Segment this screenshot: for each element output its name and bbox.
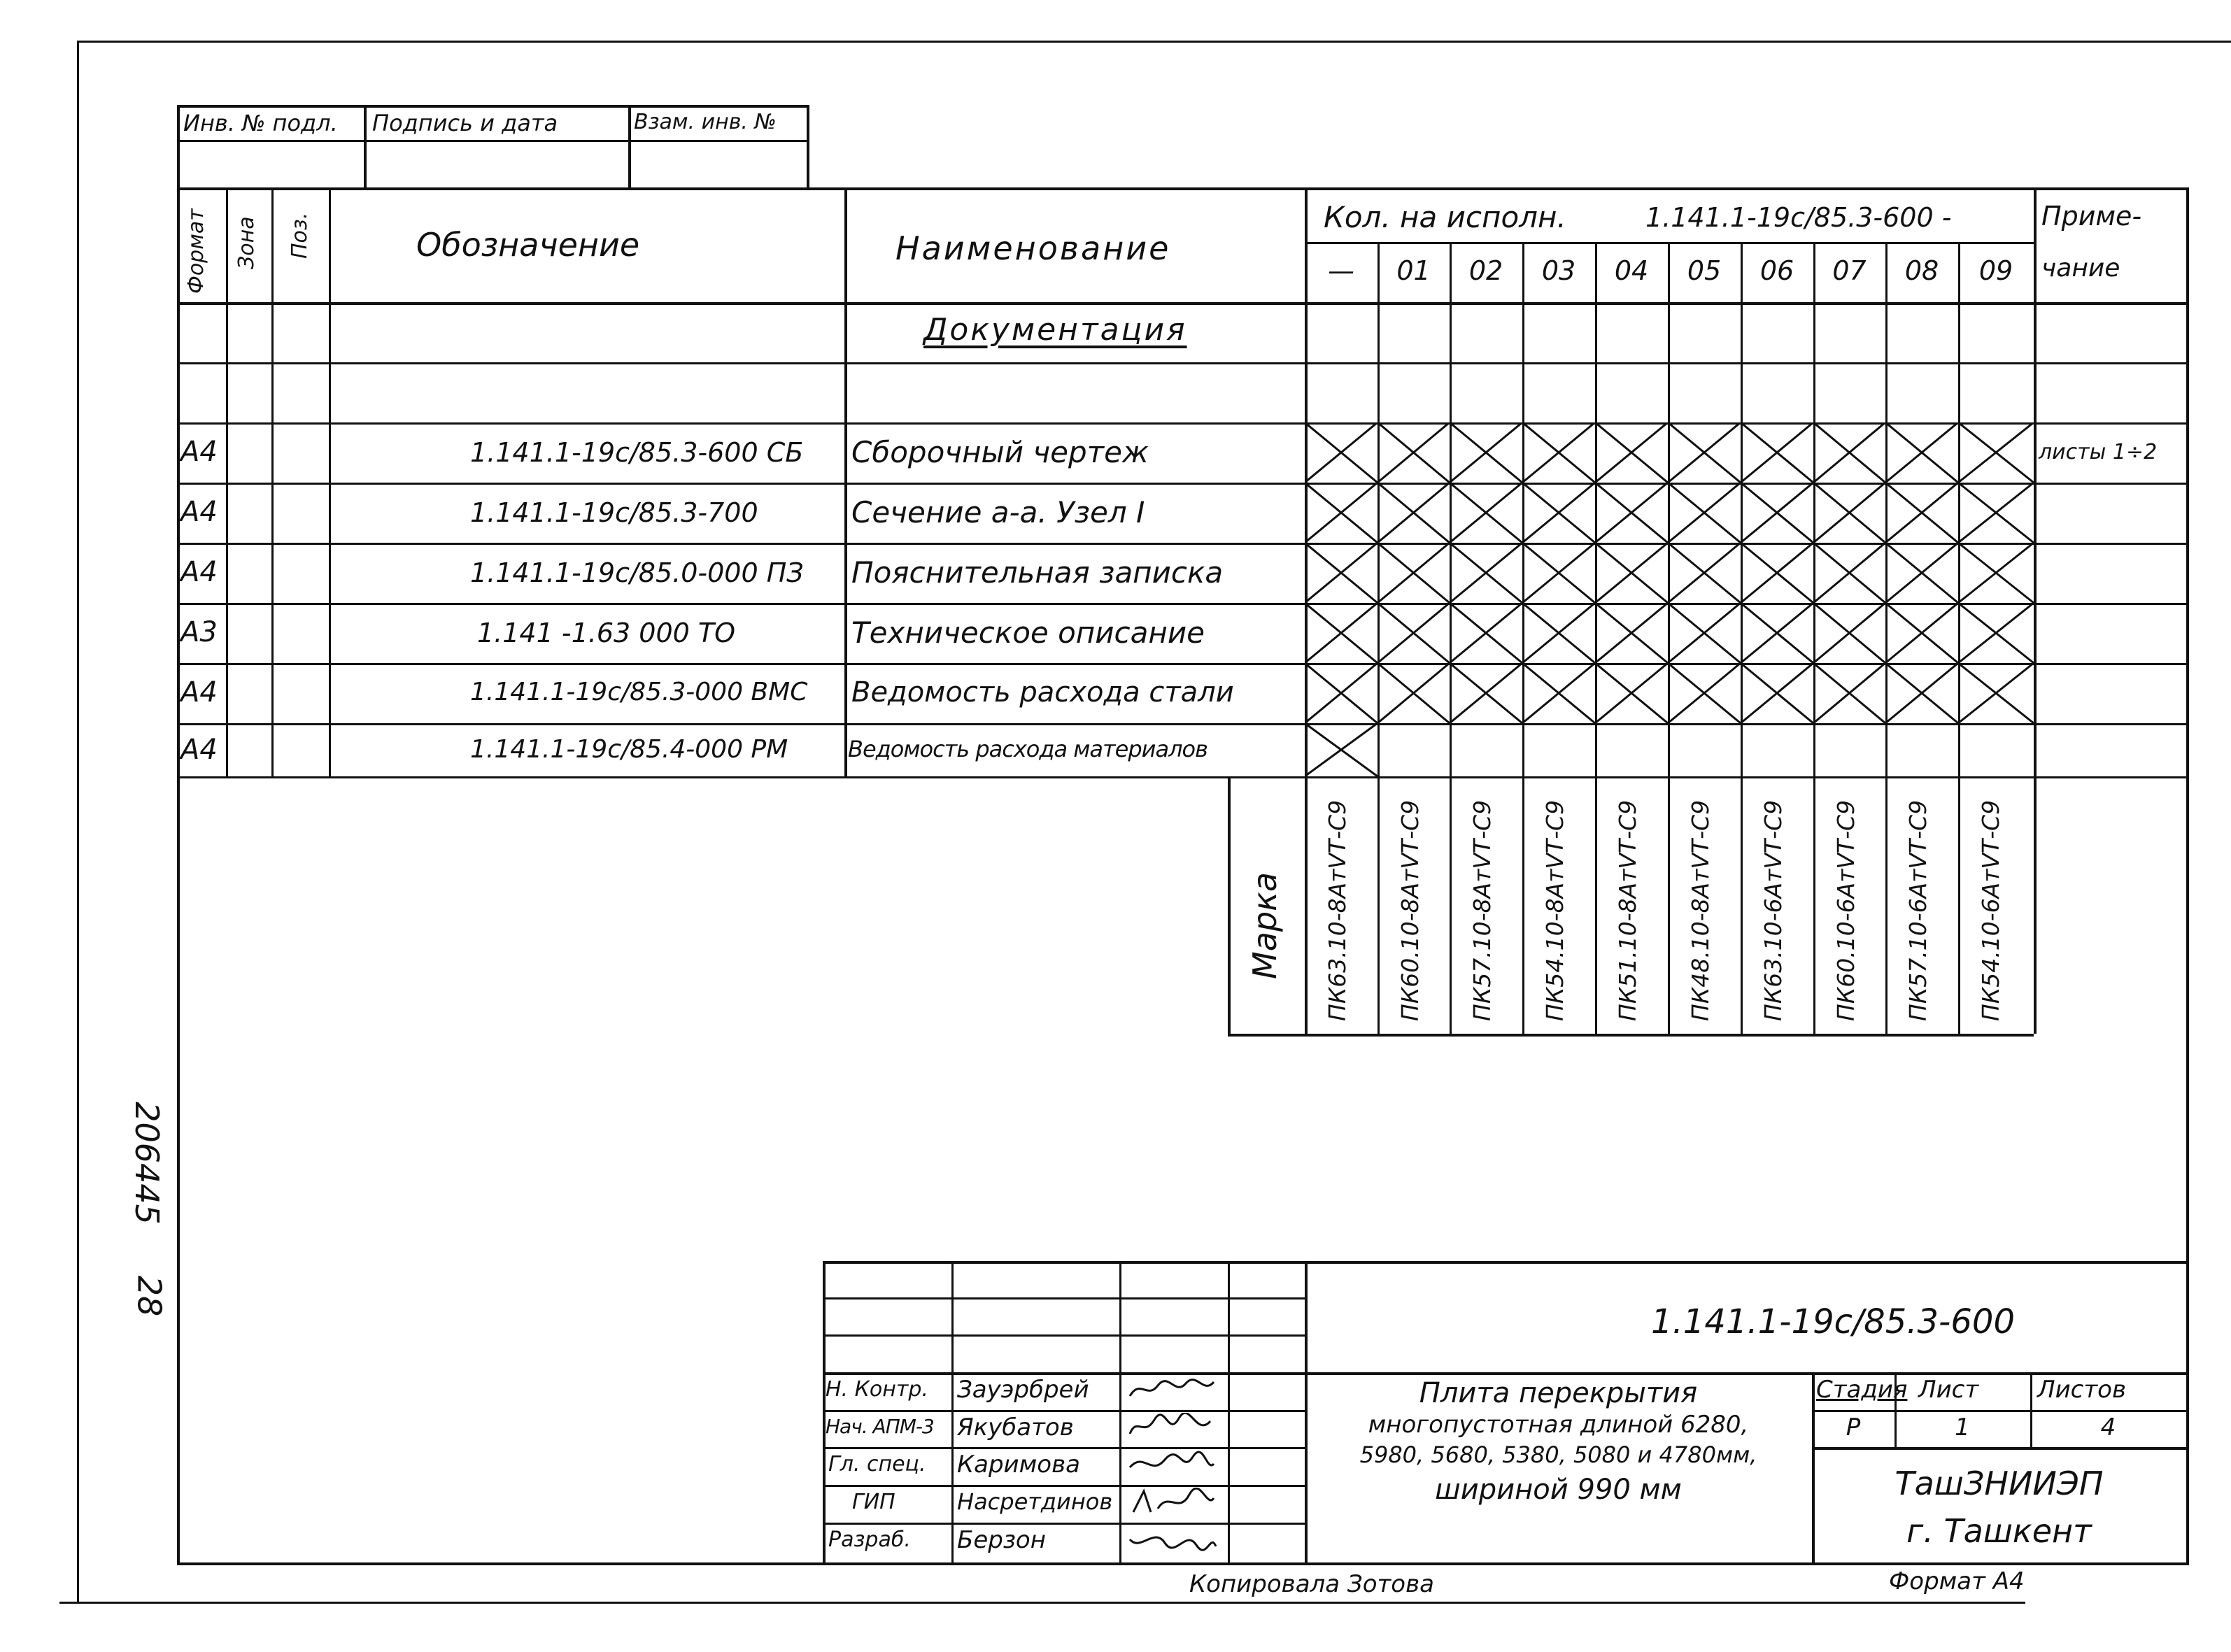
row-format: А4 <box>180 734 218 766</box>
row-designation: 1.141.1-19с/85.3-000 ВМС <box>470 678 808 706</box>
header-poz: Поз. <box>288 212 312 259</box>
role-label: ГИП <box>852 1490 895 1514</box>
signature-scribble <box>1126 1375 1217 1403</box>
variant-label: 04 <box>1614 255 1649 286</box>
list-label: Лист <box>1918 1376 1979 1404</box>
header-kol-doc: 1.141.1-19с/85.3-600 - <box>1645 202 1952 233</box>
signature-scribble <box>1126 1413 1217 1441</box>
mark-label: ПК48.10-8АтVТ-С9 <box>1687 799 1714 1021</box>
product-title-line: многопустотная длиной 6280, <box>1368 1411 1749 1439</box>
signer-name: Насретдинов <box>957 1488 1113 1515</box>
stadia-value: Р <box>1846 1414 1861 1441</box>
stadia-label: Стадия <box>1816 1376 1908 1404</box>
signature-scribble <box>1126 1525 1217 1553</box>
list-value: 1 <box>1955 1414 1970 1441</box>
frame-bottom-line <box>59 1602 2025 1604</box>
product-title-line: шириной 990 мм <box>1435 1474 1682 1506</box>
product-title-line: Плита перекрытия <box>1419 1377 1698 1409</box>
row-designation: 1.141 -1.63 000 ТО <box>477 618 735 648</box>
section-title: Документация <box>923 312 1187 348</box>
signature-scribble <box>1126 1488 1217 1516</box>
table-top-line <box>177 187 2186 190</box>
copied-by: Копировала Зотова <box>1189 1570 1434 1598</box>
header-zona: Зона <box>234 216 259 269</box>
listov-label: Листов <box>2037 1376 2127 1404</box>
row-name: Пояснительная записка <box>851 555 1224 590</box>
row-name: Сечение а-а. Узел I <box>851 495 1145 529</box>
inner-left-border <box>177 105 180 1562</box>
marka-label: Марка <box>1246 871 1284 979</box>
marka-box-bottom <box>1228 1034 2034 1037</box>
role-label: Гл. спец. <box>828 1452 926 1476</box>
role-label: Разраб. <box>828 1528 911 1552</box>
header-oboznachenie: Обозначение <box>416 226 640 264</box>
title-doc-number: 1.141.1-19с/85.3-600 <box>1651 1302 2015 1341</box>
row-name: Ведомость расхода стали <box>851 676 1234 708</box>
crossed-cells <box>1305 422 2034 723</box>
mark-label: ПК60.10-8АтVТ-С9 <box>1396 799 1424 1021</box>
variant-label: 03 <box>1541 255 1576 286</box>
row-designation: 1.141.1-19с/85.3-700 <box>470 497 758 528</box>
frame-left-line <box>77 41 79 1602</box>
signer-name: Берзон <box>957 1526 1046 1554</box>
header-kol-title: Кол. на исполн. <box>1324 200 1566 234</box>
format-footer: Формат А4 <box>1889 1567 2025 1595</box>
header-primech-2: чание <box>2041 254 2120 283</box>
frame-top-line <box>77 41 2231 43</box>
org-city: г. Ташкент <box>1906 1512 2092 1550</box>
row-name: Ведомость расхода материалов <box>848 736 1207 762</box>
row-format: А4 <box>180 496 218 528</box>
variant-label: 01 <box>1396 255 1431 286</box>
mark-label: ПК51.10-8АтVТ-С9 <box>1614 799 1641 1021</box>
mark-label: ПК57.10-6АтVТ-С9 <box>1904 799 1932 1021</box>
variant-label: 05 <box>1687 255 1722 286</box>
signer-name: Зауэрбрей <box>957 1376 1089 1404</box>
header-primech-1: Приме- <box>2041 201 2142 232</box>
row-designation: 1.141.1-19с/85.0-000 ПЗ <box>470 557 804 588</box>
variant-label: 08 <box>1904 255 1939 286</box>
listov-value: 4 <box>2100 1414 2116 1441</box>
inner-bottom-border <box>177 1562 2189 1565</box>
row-format: А4 <box>180 436 218 468</box>
role-label: Нач. АПМ-3 <box>826 1415 934 1438</box>
row-note: листы 1÷2 <box>2039 440 2158 464</box>
header-naimenovanie: Наименование <box>895 229 1171 267</box>
row-designation: 1.141.1-19с/85.3-600 СБ <box>470 437 804 468</box>
row-name: Техническое описание <box>851 615 1205 650</box>
page-number-side: 28 <box>130 1275 169 1317</box>
mark-label: ПК60.10-6АтVТ-С9 <box>1832 799 1860 1021</box>
vzam-inv-label: Взам. инв. № <box>634 110 777 134</box>
product-title-line: 5980, 5680, 5380, 5080 и 4780мм, <box>1359 1441 1757 1468</box>
variant-label: 02 <box>1468 255 1503 286</box>
podpis-data-label: Подпись и дата <box>372 110 558 136</box>
mark-label: ПК57.10-8АтVТ-С9 <box>1468 799 1496 1021</box>
variant-label: 09 <box>1978 255 2013 286</box>
variant-label: 06 <box>1759 255 1794 286</box>
mark-label: ПК54.10-8АтVТ-С9 <box>1541 799 1568 1021</box>
inv-podl-label: Инв. № подл. <box>183 110 338 136</box>
signer-name: Якубатов <box>957 1414 1074 1441</box>
variant-label: 07 <box>1832 255 1867 286</box>
signature-scribble <box>1126 1450 1217 1478</box>
mark-label: ПК63.10-6АтVТ-С9 <box>1759 799 1787 1021</box>
side-number: 206445 <box>127 1102 166 1225</box>
crossed-cell-last-row <box>1305 723 1377 776</box>
row-name: Сборочный чертеж <box>851 435 1149 469</box>
org-name: ТашЗНИИЭП <box>1894 1465 2104 1502</box>
row-format: А3 <box>180 616 218 648</box>
variant-label: — <box>1328 255 1354 286</box>
marka-box-left <box>1228 776 1231 1034</box>
row-format: А4 <box>180 676 218 708</box>
role-label: Н. Контр. <box>826 1377 928 1402</box>
mark-label: ПК63.10-8АтVТ-С9 <box>1324 799 1351 1021</box>
signer-name: Каримова <box>957 1451 1080 1479</box>
inner-right-border <box>2186 187 2189 1562</box>
row-format: А4 <box>180 556 218 588</box>
header-format: Формат <box>184 208 208 294</box>
row-designation: 1.141.1-19с/85.4-000 РМ <box>470 735 788 764</box>
mark-label: ПК54.10-6АтVТ-С9 <box>1977 799 2004 1021</box>
